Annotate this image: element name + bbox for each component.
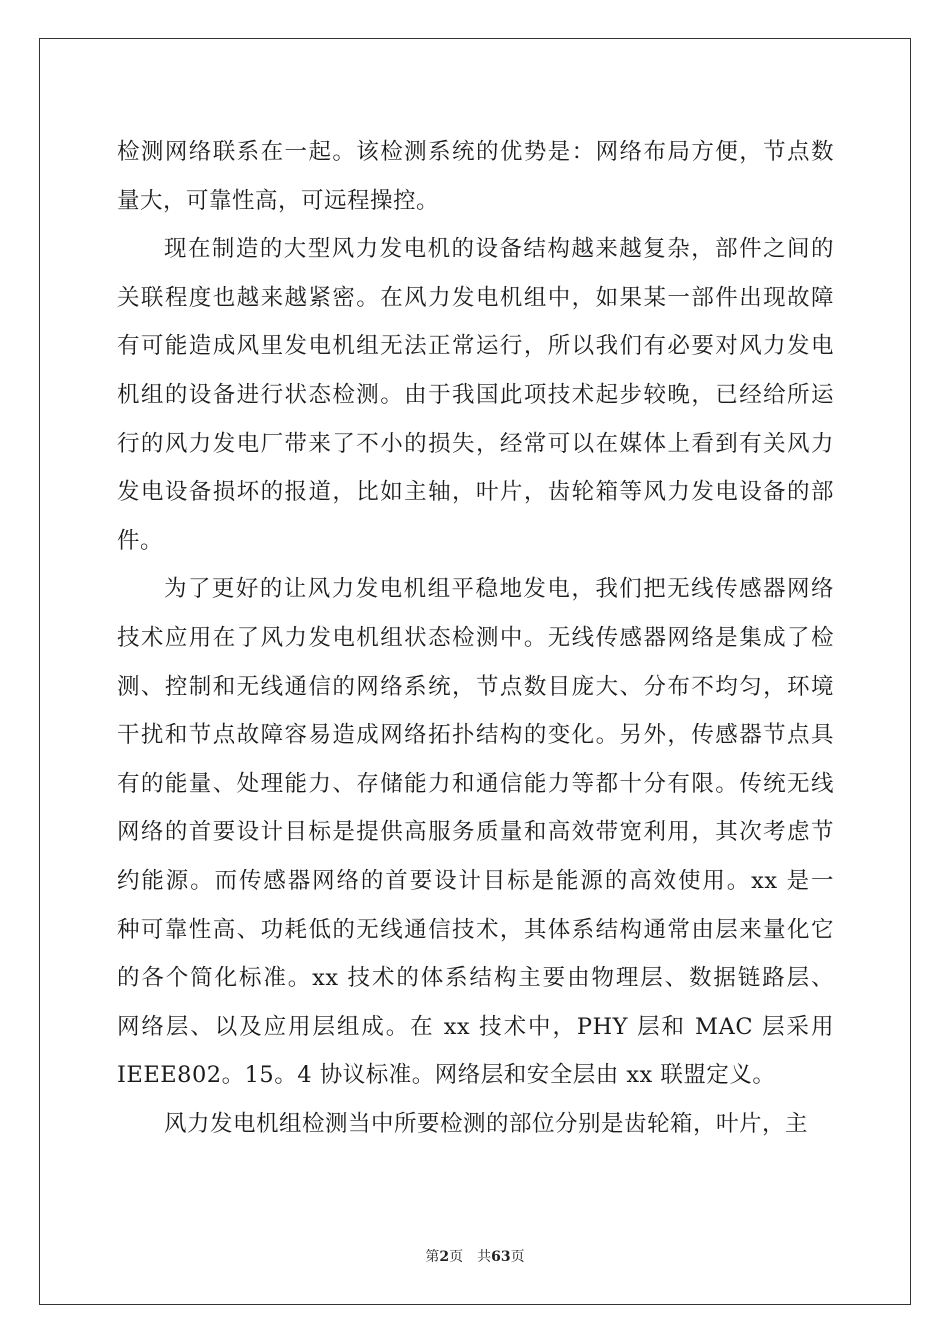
total-prefix: 共 — [477, 1249, 492, 1265]
page-suffix: 页 — [449, 1249, 464, 1265]
text-line: 的各个简化标准。xx 技术的体系结构主要由物理层、数据链路层、 — [117, 965, 834, 992]
text-line: 量大，可靠性高，可远程操控。 — [117, 187, 440, 214]
text-line: 检测网络联系在一起。该检测系统的优势是：网络布局方便，节点数 — [117, 139, 834, 165]
text-line: 测、控制和无线通信的网络系统，节点数目庞大、分布不均匀，环境 — [117, 673, 834, 700]
text-line: 干扰和节点故障容易造成网络拓扑结构的变化。另外，传感器节点具 — [117, 722, 834, 749]
text-line: 行的风力发电厂带来了不小的损失，经常可以在媒体上看到有关风力 — [117, 430, 834, 457]
text-line: 发电设备损坏的报道，比如主轴，叶片，齿轮箱等风力发电设备的部 — [117, 479, 834, 506]
text-line: IEEE802。15。4 协议标准。网络层和安全层由 xx 联盟定义。 — [117, 1062, 776, 1089]
text-line: 网络层、以及应用层组成。在 xx 技术中，PHY 层和 MAC 层采用 — [117, 1013, 834, 1040]
text-line: 有可能造成风里发电机组无法正常运行，所以我们有必要对风力发电 — [117, 333, 834, 360]
text-line: 现在制造的大型风力发电机的设备结构越来越复杂，部件之间的 — [164, 236, 834, 263]
document-body — [117, 128, 834, 1148]
text-line: 网络的首要设计目标是提供高服务质量和高效带宽利用，其次考虑节 — [117, 819, 834, 846]
text-line: 件。 — [117, 527, 164, 554]
text-line: 为了更好的让风力发电机组平稳地发电，我们把无线传感器网络 — [164, 576, 834, 603]
text-line: 关联程度也越来越紧密。在风力发电机组中，如果某一部件出现故障 — [117, 284, 834, 311]
total-pages: 63 — [491, 1249, 511, 1265]
text-line: 风力发电机组检测当中所要检测的部位分别是齿轮箱，叶片，主 — [164, 1110, 809, 1137]
page-prefix: 第 — [425, 1249, 440, 1265]
page-number: 2 — [439, 1249, 450, 1265]
total-suffix: 页 — [510, 1249, 525, 1265]
text-line: 机组的设备进行状态检测。由于我国此项技术起步较晚，已经给所运 — [117, 381, 834, 408]
text-line: 种可靠性高、功耗低的无线通信技术，其体系结构通常由层来量化它 — [117, 916, 834, 943]
text-line: 约能源。而传感器网络的首要设计目标是能源的高效使用。xx 是一 — [117, 867, 834, 894]
text-line: 技术应用在了风力发电机组状态检测中。无线传感器网络是集成了检 — [117, 624, 834, 651]
text-line: 有的能量、处理能力、存储能力和通信能力等都十分有限。传统无线 — [117, 770, 834, 797]
page-footer — [0, 1246, 950, 1266]
